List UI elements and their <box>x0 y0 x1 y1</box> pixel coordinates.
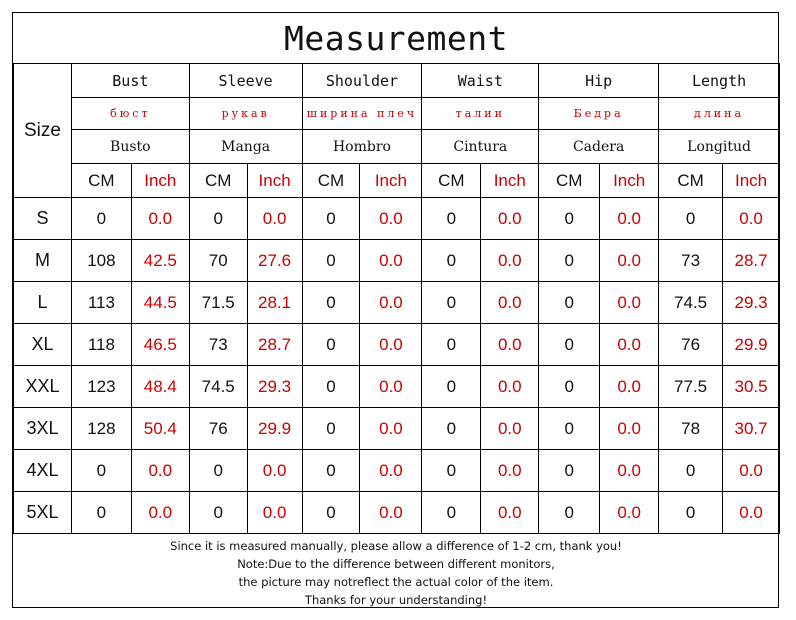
column-header-english: Hip <box>539 64 659 98</box>
inch-value-cell: 44.5 <box>131 282 189 324</box>
cm-value-cell: 123 <box>71 366 131 408</box>
column-header-russian: талии <box>422 98 539 130</box>
unit-inch-label: Inch <box>247 164 302 198</box>
inch-value-cell: 0.0 <box>360 450 422 492</box>
unit-cm-label: CM <box>189 164 247 198</box>
cm-value-cell: 0 <box>422 408 481 450</box>
column-header-spanish: Manga <box>189 130 302 164</box>
cm-value-cell: 77.5 <box>659 366 723 408</box>
column-header-russian: бюст <box>71 98 189 130</box>
cm-value-cell: 0 <box>539 366 600 408</box>
cm-value-cell: 0 <box>302 198 360 240</box>
column-header-russian: ширина плеч <box>302 98 422 130</box>
size-cell: 5XL <box>14 492 72 534</box>
page-title: Measurement <box>283 18 509 58</box>
cm-value-cell: 0 <box>539 408 600 450</box>
size-cell: L <box>14 282 72 324</box>
inch-value-cell: 0.0 <box>723 450 780 492</box>
inch-value-cell: 0.0 <box>600 408 659 450</box>
table-row <box>14 492 780 534</box>
inch-value-cell: 0.0 <box>360 282 422 324</box>
cm-value-cell: 0 <box>302 408 360 450</box>
inch-value-cell: 0.0 <box>600 240 659 282</box>
cm-value-cell: 0 <box>539 492 600 534</box>
cm-value-cell: 0 <box>422 450 481 492</box>
inch-value-cell: 30.5 <box>723 366 780 408</box>
cm-value-cell: 0 <box>539 324 600 366</box>
cm-value-cell: 0 <box>302 492 360 534</box>
inch-value-cell: 0.0 <box>360 240 422 282</box>
inch-value-cell: 0.0 <box>481 492 539 534</box>
inch-value-cell: 0.0 <box>360 408 422 450</box>
column-header-spanish: Cintura <box>422 130 539 164</box>
size-column-header: Size <box>14 64 72 198</box>
cm-value-cell: 0 <box>71 198 131 240</box>
cm-value-cell: 0 <box>659 492 723 534</box>
inch-value-cell: 0.0 <box>723 492 780 534</box>
cm-value-cell: 0 <box>422 240 481 282</box>
inch-value-cell: 28.7 <box>723 240 780 282</box>
note-line: Thanks for your understanding! <box>304 593 488 607</box>
measurement-table <box>13 63 780 534</box>
header-row-units <box>14 164 780 198</box>
unit-cm-label: CM <box>71 164 131 198</box>
table-row <box>14 198 780 240</box>
column-header-english: Length <box>659 64 780 98</box>
cm-value-cell: 0 <box>539 450 600 492</box>
column-header-english: Waist <box>422 64 539 98</box>
column-header-english: Shoulder <box>302 64 422 98</box>
unit-inch-label: Inch <box>131 164 189 198</box>
inch-value-cell: 0.0 <box>247 198 302 240</box>
cm-value-cell: 0 <box>539 240 600 282</box>
inch-value-cell: 30.7 <box>723 408 780 450</box>
unit-inch-label: Inch <box>360 164 422 198</box>
cm-value-cell: 0 <box>189 450 247 492</box>
cm-value-cell: 128 <box>71 408 131 450</box>
cm-value-cell: 0 <box>71 492 131 534</box>
cm-value-cell: 0 <box>302 366 360 408</box>
cm-value-cell: 74.5 <box>189 366 247 408</box>
inch-value-cell: 29.3 <box>723 282 780 324</box>
inch-value-cell: 28.1 <box>247 282 302 324</box>
inch-value-cell: 0.0 <box>600 282 659 324</box>
cm-value-cell: 0 <box>422 366 481 408</box>
footer-note <box>13 532 779 607</box>
size-cell: S <box>14 198 72 240</box>
table-row <box>14 408 780 450</box>
unit-cm-label: CM <box>422 164 481 198</box>
cm-value-cell: 0 <box>422 198 481 240</box>
cm-value-cell: 118 <box>71 324 131 366</box>
inch-value-cell: 27.6 <box>247 240 302 282</box>
inch-value-cell: 46.5 <box>131 324 189 366</box>
cm-value-cell: 73 <box>189 324 247 366</box>
inch-value-cell: 0.0 <box>600 366 659 408</box>
table-row <box>14 240 780 282</box>
table-row <box>14 324 780 366</box>
inch-value-cell: 0.0 <box>481 324 539 366</box>
size-cell: M <box>14 240 72 282</box>
cm-value-cell: 0 <box>659 198 723 240</box>
inch-value-cell: 0.0 <box>481 408 539 450</box>
table-row <box>14 282 780 324</box>
cm-value-cell: 0 <box>422 324 481 366</box>
table-row <box>14 450 780 492</box>
size-cell: 4XL <box>14 450 72 492</box>
unit-cm-label: CM <box>539 164 600 198</box>
size-cell: XXL <box>14 366 72 408</box>
inch-value-cell: 0.0 <box>600 324 659 366</box>
cm-value-cell: 113 <box>71 282 131 324</box>
cm-value-cell: 0 <box>302 282 360 324</box>
inch-value-cell: 0.0 <box>247 450 302 492</box>
unit-inch-label: Inch <box>723 164 780 198</box>
inch-value-cell: 0.0 <box>360 198 422 240</box>
inch-value-cell: 0.0 <box>600 450 659 492</box>
column-header-russian: рукав <box>189 98 302 130</box>
cm-value-cell: 78 <box>659 408 723 450</box>
unit-inch-label: Inch <box>481 164 539 198</box>
inch-value-cell: 29.9 <box>723 324 780 366</box>
inch-value-cell: 0.0 <box>247 492 302 534</box>
cm-value-cell: 71.5 <box>189 282 247 324</box>
cm-value-cell: 0 <box>422 492 481 534</box>
cm-value-cell: 108 <box>71 240 131 282</box>
cm-value-cell: 0 <box>302 240 360 282</box>
unit-cm-label: CM <box>302 164 360 198</box>
inch-value-cell: 29.3 <box>247 366 302 408</box>
size-cell: XL <box>14 324 72 366</box>
cm-value-cell: 0 <box>539 282 600 324</box>
cm-value-cell: 70 <box>189 240 247 282</box>
column-header-spanish: Cadera <box>539 130 659 164</box>
cm-value-cell: 0 <box>189 198 247 240</box>
inch-value-cell: 29.9 <box>247 408 302 450</box>
column-header-russian: длина <box>659 98 780 130</box>
inch-value-cell: 0.0 <box>360 492 422 534</box>
cm-value-cell: 0 <box>302 324 360 366</box>
cm-value-cell: 74.5 <box>659 282 723 324</box>
unit-inch-label: Inch <box>600 164 659 198</box>
inch-value-cell: 0.0 <box>600 198 659 240</box>
inch-value-cell: 0.0 <box>723 198 780 240</box>
column-header-spanish: Longitud <box>659 130 780 164</box>
inch-value-cell: 48.4 <box>131 366 189 408</box>
inch-value-cell: 0.0 <box>481 282 539 324</box>
unit-cm-label: CM <box>659 164 723 198</box>
column-header-russian: Бедра <box>539 98 659 130</box>
column-header-spanish: Hombro <box>302 130 422 164</box>
table-row <box>14 366 780 408</box>
inch-value-cell: 0.0 <box>131 492 189 534</box>
inch-value-cell: 0.0 <box>360 366 422 408</box>
column-header-english: Sleeve <box>189 64 302 98</box>
cm-value-cell: 0 <box>189 492 247 534</box>
inch-value-cell: 0.0 <box>131 450 189 492</box>
cm-value-cell: 0 <box>659 450 723 492</box>
cm-value-cell: 73 <box>659 240 723 282</box>
inch-value-cell: 0.0 <box>600 492 659 534</box>
cm-value-cell: 76 <box>659 324 723 366</box>
inch-value-cell: 42.5 <box>131 240 189 282</box>
column-header-spanish: Busto <box>71 130 189 164</box>
inch-value-cell: 50.4 <box>131 408 189 450</box>
size-cell: 3XL <box>14 408 72 450</box>
inch-value-cell: 28.7 <box>247 324 302 366</box>
note-line: the picture may notreflect the actual color of the item. <box>238 575 554 589</box>
cm-value-cell: 0 <box>71 450 131 492</box>
inch-value-cell: 0.0 <box>481 198 539 240</box>
header-row-english <box>14 64 780 98</box>
inch-value-cell: 0.0 <box>481 366 539 408</box>
cm-value-cell: 0 <box>422 282 481 324</box>
cm-value-cell: 0 <box>539 198 600 240</box>
note-line: Note:Due to the difference between different monitors, <box>237 557 555 571</box>
header-row-russian <box>14 98 780 130</box>
column-header-english: Bust <box>71 64 189 98</box>
inch-value-cell: 0.0 <box>481 450 539 492</box>
cm-value-cell: 0 <box>302 450 360 492</box>
inch-value-cell: 0.0 <box>131 198 189 240</box>
inch-value-cell: 0.0 <box>481 240 539 282</box>
header-row-spanish <box>14 130 780 164</box>
note-line: Since it is measured manually, please allow a difference of 1-2 cm, thank you! <box>170 539 622 553</box>
cm-value-cell: 76 <box>189 408 247 450</box>
inch-value-cell: 0.0 <box>360 324 422 366</box>
